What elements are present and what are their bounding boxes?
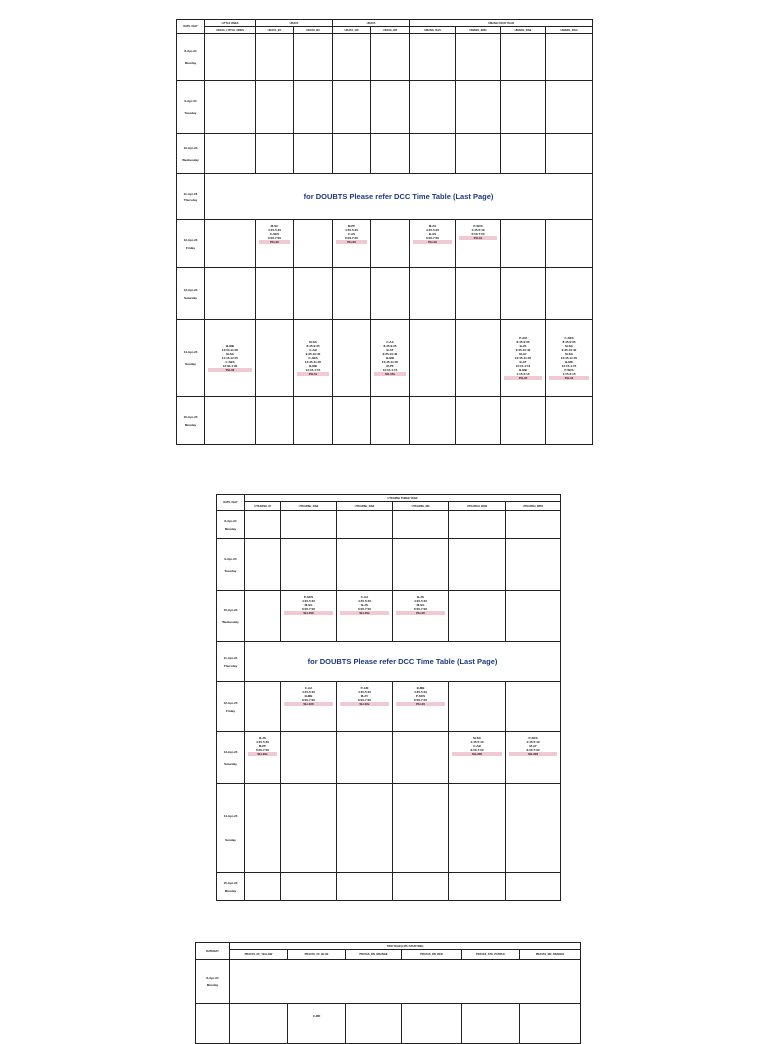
date-cell: 15-Apr-24 Monday bbox=[217, 873, 245, 901]
date-cell: 8-Apr-24 Monday bbox=[217, 511, 245, 539]
date-cell: 9-Apr-24 Tuesday bbox=[177, 81, 205, 134]
class-entry: C-RD bbox=[288, 1004, 346, 1044]
table-row bbox=[217, 591, 561, 642]
date-cell: 13-Apr-24 Saturday bbox=[177, 268, 205, 320]
date-cell: 12-Apr-24 Friday bbox=[217, 682, 245, 732]
table-row bbox=[217, 682, 561, 732]
room-badge: SH-10x bbox=[340, 702, 389, 706]
column-header: UDAYA_GR bbox=[333, 27, 371, 34]
column-header: UTKARSH_RAB bbox=[281, 502, 337, 511]
room-badge: PH-45 bbox=[504, 376, 542, 380]
class-entry: C-AA 8:45-9:35 B-AT 9:35-10:40 B-MB 10:45-11:45 M-PF 12:15-1:15 SH-10x bbox=[371, 320, 410, 397]
class-entry: B-MB 4:45-5:40 P-SKS 6:00-7:00 PH-40 bbox=[393, 682, 449, 732]
room-badge: PH-3x bbox=[459, 236, 497, 240]
table-row bbox=[177, 268, 593, 320]
room-badge: SH-10x bbox=[374, 372, 406, 376]
table-row bbox=[177, 134, 593, 174]
table-row bbox=[217, 732, 561, 784]
group-header: LITTLE ONES bbox=[205, 20, 256, 27]
room-badge: SH-300 bbox=[509, 752, 557, 756]
column-header: UMANG_RAB bbox=[501, 27, 546, 34]
date-cell: 11-Apr-24 Thursday bbox=[217, 642, 245, 682]
date-cell: 8-Apr-24 Monday bbox=[177, 34, 205, 81]
class-entry: B-MB 10:00-11:00 M-SG 11:15-12:15 C-SES 12:30-1:30 PH-40 bbox=[205, 320, 256, 397]
date-cell: 11-Apr-24 Thursday bbox=[177, 174, 205, 220]
column-header: PRAYAS_CF_BLUE bbox=[288, 950, 346, 960]
table-row bbox=[177, 320, 593, 397]
group-header: UDAYA bbox=[256, 20, 333, 27]
date-cell: 14-Apr-24 Sunday bbox=[217, 784, 245, 873]
column-header: UMANG_RAO bbox=[546, 27, 593, 34]
room-badge: SH-10x bbox=[340, 611, 389, 615]
column-header: UMANG_RAS bbox=[410, 27, 456, 34]
class-entry: P-AM 4:45-5:40 M-AY 6:00-7:00 SH-10x bbox=[337, 682, 393, 732]
timetable-two-year bbox=[195, 942, 581, 1044]
room-badge: PH-30 bbox=[336, 240, 367, 244]
group-header: TWO YEAR (11TH STUDYING) bbox=[230, 943, 581, 950]
room-badge: PH-40 bbox=[396, 611, 445, 615]
group-header: UTKARSH THREE YEAR bbox=[245, 495, 561, 502]
date-cell: 15-Apr-24 Monday bbox=[177, 397, 205, 445]
column-header: PRAYAS_RN_ORANGE bbox=[520, 950, 581, 960]
class-entry: P-SDS 4:45-5:40 6:00-7:00 PH-3x bbox=[456, 220, 501, 268]
column-header: UDAYA_OR bbox=[371, 27, 410, 34]
doubts-banner: for DOUBTS Please refer DCC Time Table (Last Page) bbox=[245, 642, 561, 682]
timetable-utkarsh bbox=[216, 494, 561, 901]
table-row bbox=[177, 81, 593, 134]
date-cell: 14-Apr-24 Sunday bbox=[177, 320, 205, 397]
class-entry: M-SG 4:45-5:40 C-AB 6:00-7:00 SH-300 bbox=[449, 732, 506, 784]
date-cell: 9-Apr-24 Tuesday bbox=[217, 539, 245, 591]
table-row bbox=[177, 397, 593, 445]
class-entry: M-SG 8:45-9:35 C-AB 9:35-10:40 C-SES 10:45-11:45 B-MB 12:15-1:15 PH-4x bbox=[294, 320, 333, 397]
column-header: UTKARSH_RN bbox=[393, 502, 449, 511]
class-entry: M-AV 4:45-5:40 B-AS 6:00-7:00 PH-40 bbox=[410, 220, 456, 268]
room-badge: SH-100 bbox=[284, 702, 333, 706]
class-entry: M-SC 4:45-5:40 C-SES 6:00-7:00 PH-40 bbox=[256, 220, 294, 268]
date-cell: 13-Apr-24 Saturday bbox=[217, 732, 245, 784]
room-badge: PH-40 bbox=[208, 368, 252, 372]
room-badge: SH-10x bbox=[248, 752, 277, 756]
table-row bbox=[177, 34, 593, 81]
class-entry: M-PF 4:45-5:40 C-AS 6:00-7:00 PH-30 bbox=[333, 220, 371, 268]
date-day-header: DATE / DAY bbox=[177, 20, 205, 34]
column-header: UTKARSH_WRO bbox=[506, 502, 561, 511]
column-header: UTKARSH_RAR bbox=[337, 502, 393, 511]
date-cell: 12-Apr-24 Friday bbox=[177, 220, 205, 268]
column-header: UDAYA_LITTLE_ONES bbox=[205, 27, 256, 34]
table-row bbox=[217, 873, 561, 901]
table-row bbox=[217, 784, 561, 873]
table-row bbox=[217, 511, 561, 539]
table-row bbox=[217, 642, 561, 682]
class-entry: C-SES 8:45-9:35 M-SG 9:35-10:40 M-SG 10:45-11:45 B-MK 12:15-1:15 P-SDS 1:15-2:15 PH-42 bbox=[546, 320, 593, 397]
class-entry: B-JS 4:45-5:40 M-SG 6:00-7:00 PH-40 bbox=[393, 591, 449, 642]
doubts-banner: for DOUBTS Please refer DCC Time Table (Last Page) bbox=[205, 174, 593, 220]
room-badge: PH-40 bbox=[259, 240, 290, 244]
column-header: UTKARSH_M bbox=[245, 502, 281, 511]
date-day-header: DATE/DAY bbox=[196, 943, 230, 960]
column-header: UTKARSH_WAB bbox=[449, 502, 506, 511]
class-entry: B-JS 4:45-5:40 M-PF 6:00-7:00 SH-10x bbox=[245, 732, 281, 784]
room-badge: SH-100 bbox=[284, 611, 333, 615]
column-header: PRAYAS_STK_PURPLE bbox=[462, 950, 520, 960]
date-day-header: DATE / DAY bbox=[217, 495, 245, 511]
table-row bbox=[217, 539, 561, 591]
group-header: UMANG FOUR YEAR bbox=[410, 20, 593, 27]
room-badge: PH-40 bbox=[413, 240, 452, 244]
group-header: UDAYA bbox=[333, 20, 410, 27]
column-header: PRAYAS_CF_YELLOW bbox=[230, 950, 288, 960]
column-header: PRAYAS_RN_RED bbox=[402, 950, 462, 960]
column-header: UDAYA_BY bbox=[256, 27, 294, 34]
class-entry: C-AA 4:45-5:40 B-MB 6:00-7:00 SH-100 bbox=[281, 682, 337, 732]
table-row bbox=[177, 174, 593, 220]
column-header: UMANG_RNO bbox=[456, 27, 501, 34]
table-row bbox=[196, 960, 581, 1004]
column-header: PRAYAS_RN_ORANGE bbox=[346, 950, 402, 960]
class-entry: P-SKS 4:45-5:40 M-AY 6:00-7:00 SH-300 bbox=[506, 732, 561, 784]
column-header: UDAYA_BV bbox=[294, 27, 333, 34]
class-entry: P-SKS 4:45-5:40 M-SG 6:00-7:00 SH-100 bbox=[281, 591, 337, 642]
class-entry: P-AM 8:45-9:35 B-JS 9:35-10:40 M-AY 10:45-11:45 B-AT 12:15-1:15 B-MB 1:15-2:15 PH-45 bbox=[501, 320, 546, 397]
date-cell: 8-Apr-24 Monday bbox=[196, 960, 230, 1004]
class-entry: C-AA 4:45-5:40 B-JS 6:00-7:00 SH-10x bbox=[337, 591, 393, 642]
room-badge: PH-42 bbox=[549, 376, 589, 380]
date-cell: 10-Apr-24 Wednesday bbox=[177, 134, 205, 174]
table-row bbox=[177, 220, 593, 268]
date-cell: 10-Apr-24 Wednesday bbox=[217, 591, 245, 642]
room-badge: PH-40 bbox=[396, 702, 445, 706]
timetable-udaya-umang bbox=[176, 19, 593, 445]
room-badge: SH-300 bbox=[452, 752, 502, 756]
room-badge: PH-4x bbox=[297, 372, 329, 376]
